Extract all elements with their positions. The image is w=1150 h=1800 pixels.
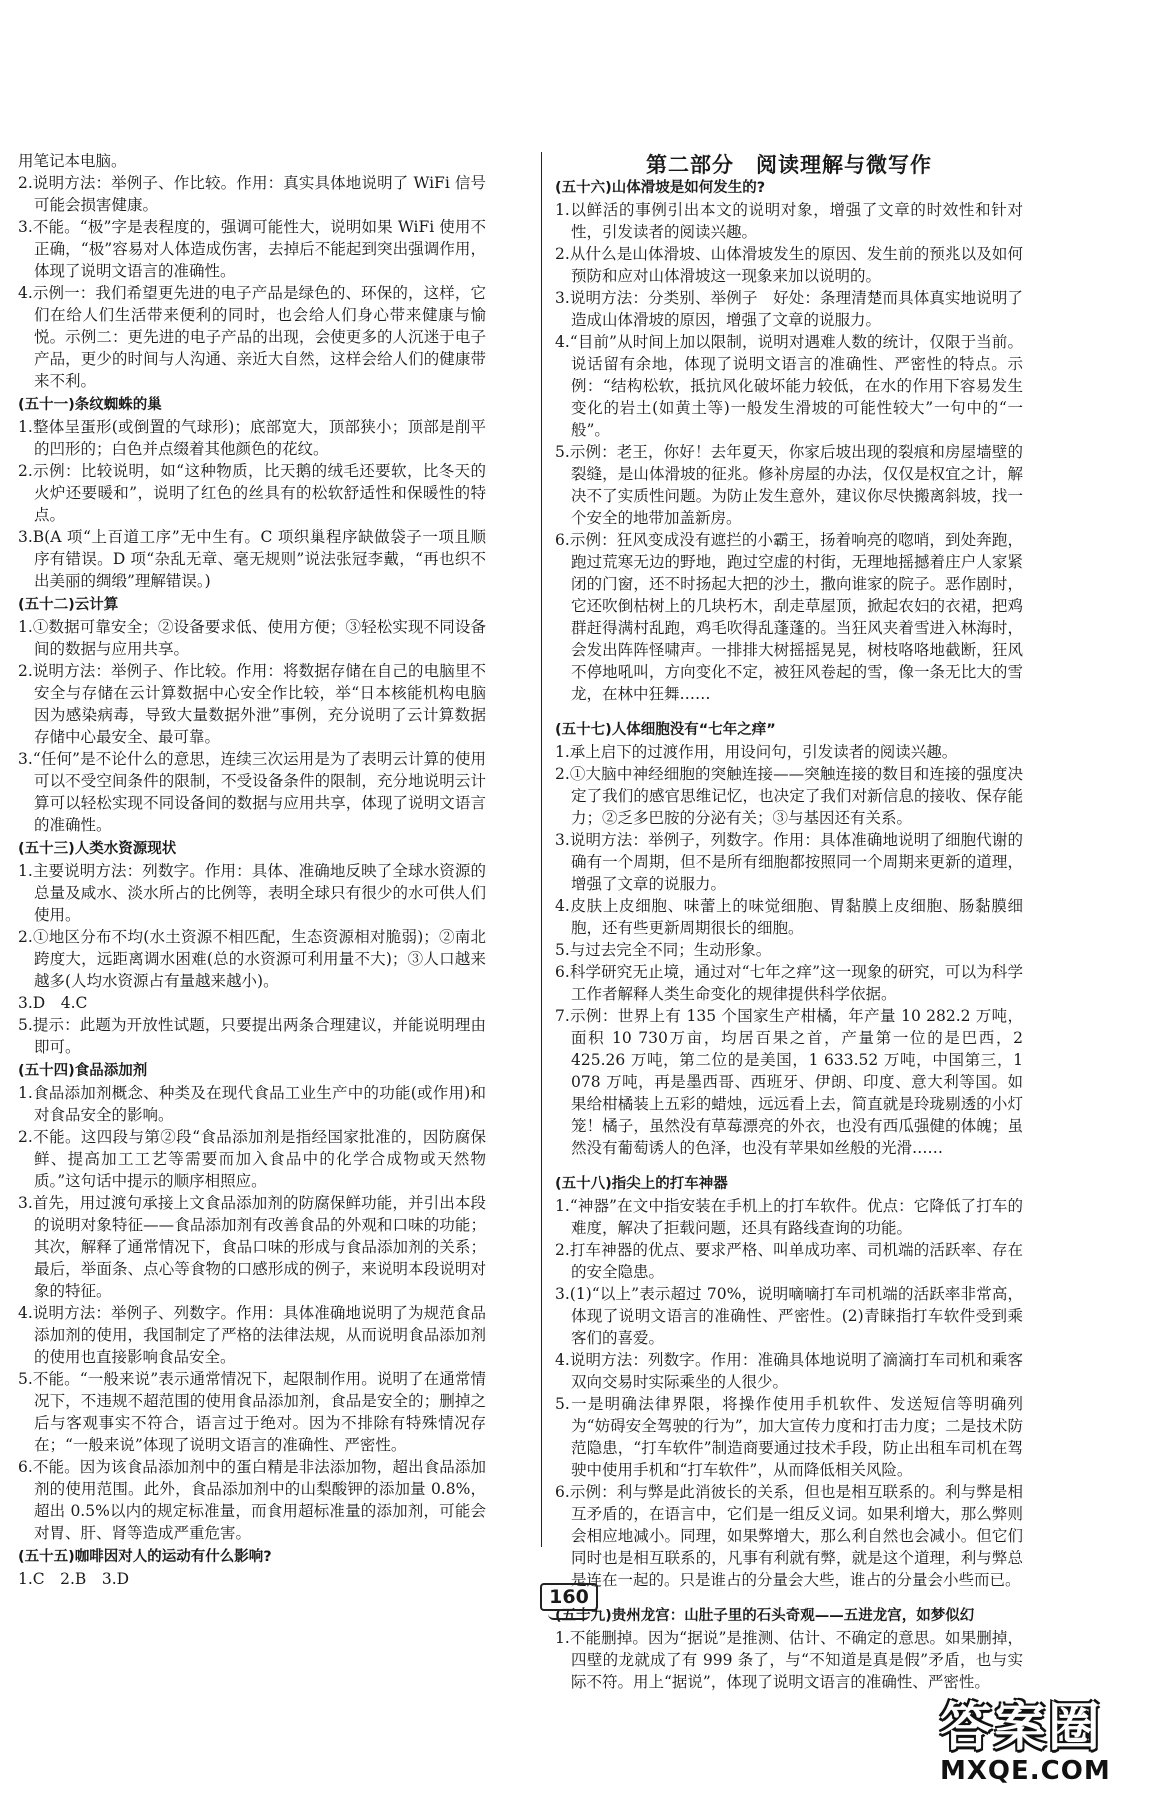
answer-item: 1.整体呈蛋形(或倒置的气球形)；底部宽大，顶部狭小；顶部是削平的凹形的；白色并点缀着其他颜色的花纹。: [18, 418, 486, 458]
answer-item: 1.主要说明方法：列数字。作用：具体、准确地反映了全球水资源的总量及咸水、淡水所占的比例等，表明全球只有很少的水可供人们使用。: [18, 862, 486, 924]
answer-item: 1.C 2.B 3.D: [18, 1570, 130, 1588]
answer-item: 6.示例：狂风变成没有遮拦的小霸王，扬着响亮的唿哨，到处奔跑，跑过荒寒无边的野地，跑过空虚的村街，无理地摇撼着庄户人家紧闭的门窗，还不时扬起大把的沙土，撒向谁家的院子。恶作剧时，它还吹倒枯树上的几块朽木，刮走草屋顶，掀起农妇的衣裙，把鸡群赶得满村乱跑，鸡毛吹得乱蓬蓬的。当狂风夹着雪进入林海时，会发出阵阵怪啸声。一排排大树摇摇晃晃，树枝咯咯地截断，狂风不停地吼叫，方向变化不定，被狂风卷起的雪，像一条无比大的雪龙，在林中狂舞……: [555, 531, 1023, 703]
right-column: [555, 163, 1023, 1693]
part-title: 第二部分 阅读理解与微写作: [646, 153, 932, 177]
answer-item: 4.说明方法：举例子、列数字。作用：具体准确地说明了为规范食品添加剂的使用，我国制定了严格的法律法规，从而说明食品添加剂的使用也直接影响食品安全。: [18, 1304, 486, 1366]
section-59: [555, 1605, 1023, 1693]
answer-item: 2.打车神器的优点、要求严格、叫单成功率、司机端的活跃率、存在的安全隐患。: [555, 1241, 1023, 1281]
answer-item: 4.说明方法：列数字。作用：准确具体地说明了滴滴打车司机和乘客双向交易时实际乘坐的人很少。: [555, 1351, 1023, 1391]
answer-item: 1.以鲜活的事例引出本文的说明对象，增强了文章的时效性和针对性，引发读者的阅读兴趣。: [555, 201, 1023, 241]
answer-item: 1.不能删掉。因为“据说”是推测、估计、不确定的意思。如果删掉，四壁的龙就成了有 999 条了，与“不知道是真是假”矛盾，也与实际不符。用上“据说”，体现了说明文语言的准确性、严密性。: [555, 1629, 1023, 1691]
answer-item: 2.①地区分布不均(水土资源不相匹配，生态资源相对脆弱)；②南北跨度大，远距离调水困难(总的水资源可利用量不大)；③人口越来越多(人均水资源占有量越来越小)。: [18, 928, 486, 990]
section-53: [18, 838, 486, 1058]
section-title: (五十六)山体滑坡是如何发生的?: [555, 180, 766, 196]
answer-item: 3.(1)“以上”表示超过 70%，说明嘀嘀打车司机端的活跃率非常高，体现了说明文语言的准确性、严密性。(2)青睐指打车软件受到乘客们的喜爱。: [555, 1285, 1023, 1347]
answer-item: 5.与过去完全不同；生动形象。: [555, 941, 772, 959]
section-title: (五十四)食品添加剂: [18, 1063, 148, 1079]
section-title: (五十五)咖啡因对人的运动有什么影响?: [18, 1549, 272, 1565]
left-column: [18, 150, 486, 1590]
answer-item: 5.一是明确法律界限，将操作使用手机软件、发送短信等明确列为“妨碍安全驾驶的行为”，加大宣传力度和打击力度；二是技术防范隐患，“打车软件”制造商要通过技术手段，防止出租车司机在驾驶中使用手机和“打车软件”，从而降低相关风险。: [555, 1395, 1023, 1479]
section-51: [18, 394, 486, 592]
section-56: [555, 177, 1023, 705]
answer-item: 5.示例：老王，你好！去年夏天，你家后坡出现的裂痕和房屋墙壁的裂缝，是山体滑坡的征兆。修补房屋的办法，仅仅是权宜之计，解决不了实质性问题。为防止发生意外，建议你尽快搬离斜坡，找一个安全的地带加盖新房。: [555, 443, 1023, 527]
section-title: (五十二)云计算: [18, 597, 119, 613]
answer-item: 3.B(A 项“上百道工序”无中生有。C 项织巢程序缺做袋子一项且顺序有错误。D 项“杂乱无章、毫无规则”说法张冠李戴，“再也织不出美丽的绸缎”理解错误。): [18, 528, 486, 590]
section-title: (五十九)贵州龙宫：山肚子里的石头奇观——五进龙宫，如梦似幻: [555, 1608, 975, 1624]
watermark-logo: [940, 1700, 1140, 1795]
section-55: [18, 1546, 486, 1590]
answer-item: 1.承上启下的过渡作用，用设问句，引发读者的阅读兴趣。: [555, 743, 958, 761]
section-58: [555, 1173, 1023, 1591]
answer-item: 6.不能。因为该食品添加剂中的蛋白精是非法添加物，超出食品添加剂的使用范围。此外，食品添加剂中的山梨酸钾的添加量 0.8%，超出 0.5%以内的规定标准量，而食用超标准量的添加剂，可能会对胃、肝、肾等造成严重危害。: [18, 1458, 486, 1542]
answer-item: 4.皮肤上皮细胞、味蕾上的味觉细胞、胃黏膜上皮细胞、肠黏膜细胞，还有些更新周期很长的细胞。: [555, 897, 1023, 937]
answer-item: 3.D 4.C: [18, 994, 88, 1012]
answer-item: 6.示例：利与弊是此消彼长的关系，但也是相互联系的。利与弊是相互矛盾的，在语言中，它们是一组反义词。如果利增大，那么弊则会相应地减小。同理，如果弊增大，那么利自然也会减小。但它们同时也是相互联系的，凡事有利就有弊，就是这个道理，利与弊总是连在一起的。只是谁占的分量会大些，谁占的分量会小些而已。: [555, 1483, 1023, 1589]
answer-item: 3.说明方法：举例子，列数字。作用：具体准确地说明了细胞代谢的确有一个周期，但不是所有细胞都按照同一个周期来更新的道理，增强了文章的说服力。: [555, 831, 1023, 893]
answer-item: 2.①大脑中神经细胞的突触连接——突触连接的数目和连接的强度决定了我们的感官思维记忆，也决定了我们对新信息的接收、保存能力；②乏多巴胺的分泌有关；③与基因还有关系。: [555, 765, 1023, 827]
continuation-line: 用笔记本电脑。: [18, 152, 127, 170]
answer-item: 7.示例：世界上有 135 个国家生产柑橘，年产量 10 282.2 万吨，面积 10 730万亩，均居百果之首，产量第一位的是巴西，2 425.26 万吨，第二位的是美国，1 633.52 万吨，中国第三，1 078 万吨，再是墨西哥、西班牙、伊朗、印度、意大利等国。如果给柑橘装上五彩的蜡烛，远远看上去，简直就是玲珑剔透的小灯笼！橘子，虽然没有草莓漂亮的外衣，也没有西瓜强健的体魄；虽然没有葡萄诱人的色泽，也没有苹果如丝般的光滑……: [555, 1007, 1023, 1157]
continuation-block: [18, 150, 486, 392]
answer-item: 3.说明方法：分类别、举例子 好处：条理清楚而具体真实地说明了造成山体滑坡的原因，增强了文章的说服力。: [555, 289, 1023, 329]
watermark-url: MXQE.COM: [940, 1756, 1111, 1786]
section-54: [18, 1060, 486, 1544]
section-title: (五十一)条纹蜘蛛的巢: [18, 397, 162, 413]
answer-item: 3.首先，用过渡句承接上文食品添加剂的防腐保鲜功能，并引出本段的说明对象特征——食品添加剂有改善食品的外观和口味的功能；其次，解释了通常情况下，食品口味的形成与食品添加剂的关系；最后，举面条、点心等食物的口感形成的例子，来说明本段说明对象的特征。: [18, 1194, 486, 1300]
answer-item: 1.①数据可靠安全；②设备要求低、使用方便；③轻松实现不同设备间的数据与应用共享。: [18, 618, 486, 658]
answer-item: 5.不能。“一般来说”表示通常情况下，起限制作用。说明了在通常情况下，不违规不超范围的使用食品添加剂，食品是安全的；删掉之后与客观事实不符合，语言过于绝对。因为不排除有特殊情况存在；“一般来说”体现了说明文语言的准确性、严密性。: [18, 1370, 486, 1454]
answer-item: 2.说明方法：举例子、作比较。作用：真实具体地说明了 WiFi 信号可能会损害健康。: [18, 174, 486, 214]
answer-item: 3.“任何”是不论什么的意思，连续三次运用是为了表明云计算的使用可以不受空间条件的限制，不受设备条件的限制，充分地说明云计算可以轻松实现不同设备间的数据与应用共享，体现了说明文语言的准确性。: [18, 750, 486, 834]
section-title: (五十七)人体细胞没有“七年之痒”: [555, 722, 776, 738]
answer-item: 2.不能。这四段与第②段“食品添加剂是指经国家批准的，因防腐保鲜、提高加工工艺等需要而加入食品中的化学合成物或天然物质。”这句话中提示的顺序相照应。: [18, 1128, 486, 1190]
answer-item: 4.“目前”从时间上加以限制，说明对遇难人数的统计，仅限于当前。说话留有余地，体现了说明文语言的准确性、严密性的特点。示例：“结构松软，抵抗风化破坏能力较低，在水的作用下容易发生变化的岩土(如黄土等)一般发生滑坡的可能性较大”一句中的“一般”。: [555, 333, 1023, 439]
answer-item: 2.说明方法：举例子、作比较。作用：将数据存储在自己的电脑里不安全与存储在云计算数据中心安全作比较，举“日本核能机构电脑因为感染病毒，导致大量数据外泄”事例，充分说明了云计算数据存储中心最安全、最可靠。: [18, 662, 486, 746]
section-title: (五十八)指尖上的打车神器: [555, 1176, 728, 1192]
column-divider: [541, 152, 542, 1547]
section-title: (五十三)人类水资源现状: [18, 841, 177, 857]
answer-item: 2.示例：比较说明，如“这种物质，比天鹅的绒毛还要软，比冬天的火炉还要暖和”，说明了红色的丝具有的松软舒适性和保暖性的特点。: [18, 462, 486, 524]
answer-item: 6.科学研究无止境，通过对“七年之痒”这一现象的研究，可以为科学工作者解释人类生命变化的规律提供科学依据。: [555, 963, 1023, 1003]
answer-item: 4.示例一：我们希望更先进的电子产品是绿色的、环保的，这样，它们在给人们生活带来便利的同时，也会给人们身心带来健康与愉悦。示例二：更先进的电子产品的出现，会使更多的人沉迷于电子产品，更少的时间与人沟通、亲近大自然，这样会给人们的健康带来不利。: [18, 284, 486, 390]
answer-item: 5.提示：此题为开放性试题，只要提出两条合理建议，并能说明理由即可。: [18, 1016, 486, 1056]
page-number: 160: [540, 1583, 598, 1611]
answer-item: 1.食品添加剂概念、种类及在现代食品工业生产中的功能(或作用)和对食品安全的影响。: [18, 1084, 486, 1124]
answer-item: 1.“神器”在文中指安装在手机上的打车软件。优点：它降低了打车的难度，解决了拒载问题，还具有路线查询的功能。: [555, 1197, 1023, 1237]
answer-item: 2.从什么是山体滑坡、山体滑坡发生的原因、发生前的预兆以及如何预防和应对山体滑坡这一现象来加以说明的。: [555, 245, 1023, 285]
section-52: [18, 594, 486, 836]
answer-item: 3.不能。“极”字是表程度的，强调可能性大，说明如果 WiFi 使用不正确，“极”容易对人体造成伤害，去掉后不能起到突出强调作用，体现了说明文语言的准确性。: [18, 218, 486, 280]
watermark-text: 答案圈: [940, 1698, 1103, 1758]
section-57: [555, 719, 1023, 1159]
